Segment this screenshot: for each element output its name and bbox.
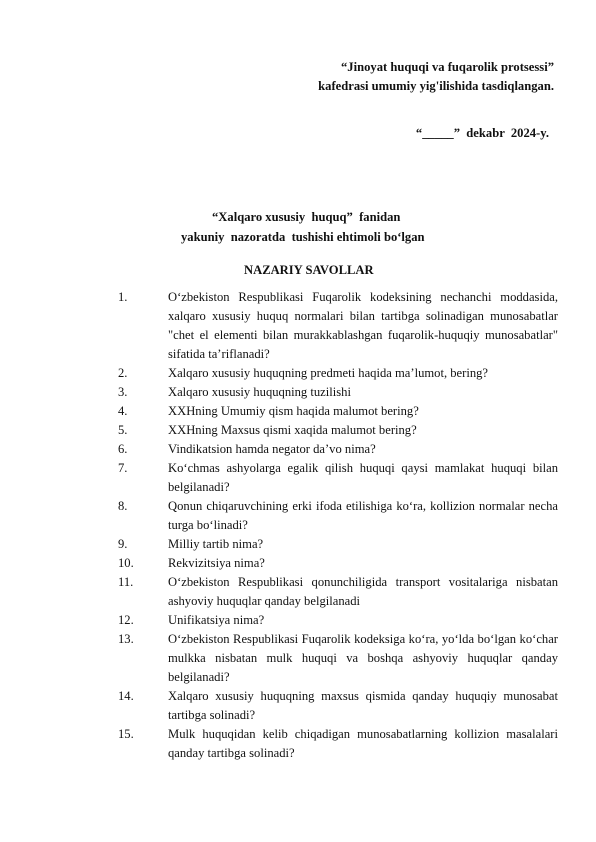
question-number: 5. xyxy=(118,423,128,437)
question-number: 13. xyxy=(118,632,134,646)
question-text: Ko‘chmas ashyolarga egalik qilish huquqi qaysi mamlakat huquqi bilan belgilanadi? xyxy=(168,461,558,494)
question-number: 2. xyxy=(118,366,128,380)
approval-line-department: “Jinoyat huquqi va fuqarolik protsessi” xyxy=(341,60,554,74)
question-item xyxy=(118,383,558,402)
question-number: 8. xyxy=(118,499,128,513)
question-text: Milliy tartib nima? xyxy=(168,537,264,551)
title-line-subject: “Xalqaro xususiy huquq” fanidan xyxy=(212,210,401,224)
question-text: Mulk huquqidan kelib chiqadigan munosabatlarning kollizion masalalari qanday tartibga solinadi? xyxy=(168,727,558,760)
question-list xyxy=(118,288,558,763)
question-number: 9. xyxy=(118,537,128,551)
question-text: Qonun chiqaruvchining erki ifoda etilishiga ko‘ra, kollizion normalar necha turga bo‘linadi? xyxy=(168,499,558,532)
question-item xyxy=(118,497,558,535)
question-text: XXHning Maxsus qismi xaqida malumot bering? xyxy=(168,423,417,437)
question-item xyxy=(118,611,558,630)
question-item xyxy=(118,459,558,497)
approval-date: “_____” dekabr 2024-y. xyxy=(415,126,549,140)
question-item xyxy=(118,440,558,459)
question-item xyxy=(118,288,558,364)
question-text: O‘zbekiston Respublikasi Fuqarolik kodeksining nechanchi moddasida, xalqaro xususiy huquq normalari bilan tartibga solinadigan munosabatlar "chet el elementi bilan murakkablashgan fuqarolik-huquqiy munosabatlar" sifatida ta’riflanadi? xyxy=(168,290,558,361)
question-text: Xalqaro xususiy huquqning maxsus qismida qanday huquqiy munosabat tartibga solinadi? xyxy=(168,689,558,722)
question-number: 1. xyxy=(118,290,128,304)
approval-stamp xyxy=(254,58,554,96)
question-text: Rekvizitsiya nima? xyxy=(168,556,265,570)
question-text: Xalqaro xususiy huquqning predmeti haqida ma’lumot, bering? xyxy=(168,366,489,380)
question-number: 11. xyxy=(118,575,134,589)
section-title: NAZARIY SAVOLLAR xyxy=(244,263,374,277)
question-item xyxy=(118,630,558,687)
question-item xyxy=(118,687,558,725)
question-item xyxy=(118,402,558,421)
question-number: 6. xyxy=(118,442,128,456)
question-number: 14. xyxy=(118,689,134,703)
question-text: O‘zbekiston Respublikasi qonunchiligida transport vositalariga nisbatan ashyoviy huquqlar qanday belgilanadi xyxy=(168,575,558,608)
question-text: Vindikatsion hamda negator da’vo nima? xyxy=(168,442,376,456)
question-number: 10. xyxy=(118,556,134,570)
question-item xyxy=(118,535,558,554)
question-item xyxy=(118,421,558,440)
question-number: 7. xyxy=(118,461,128,475)
question-text: Xalqaro xususiy huquqning tuzilishi xyxy=(168,385,351,399)
question-number: 3. xyxy=(118,385,128,399)
question-number: 4. xyxy=(118,404,128,418)
question-item xyxy=(118,364,558,383)
question-item xyxy=(118,554,558,573)
title-line-exam: yakuniy nazoratda tushishi ehtimoli bo‘lgan xyxy=(181,230,425,244)
question-item xyxy=(118,725,558,763)
question-text: XXHning Umumiy qism haqida malumot bering? xyxy=(168,404,419,418)
question-number: 15. xyxy=(118,727,134,741)
question-number: 12. xyxy=(118,613,134,627)
question-text: O‘zbekiston Respublikasi Fuqarolik kodeksiga ko‘ra, yo‘lda bo‘lgan ko‘char mulkka nisbatan mulk huquqi va boshqa ashyoviy huquqlar qanday belgilanadi? xyxy=(168,632,558,684)
question-text: Unifikatsiya nima? xyxy=(168,613,265,627)
approval-line-meeting: kafedrasi umumiy yig'ilishida tasdiqlangan. xyxy=(318,79,554,93)
question-item xyxy=(118,573,558,611)
